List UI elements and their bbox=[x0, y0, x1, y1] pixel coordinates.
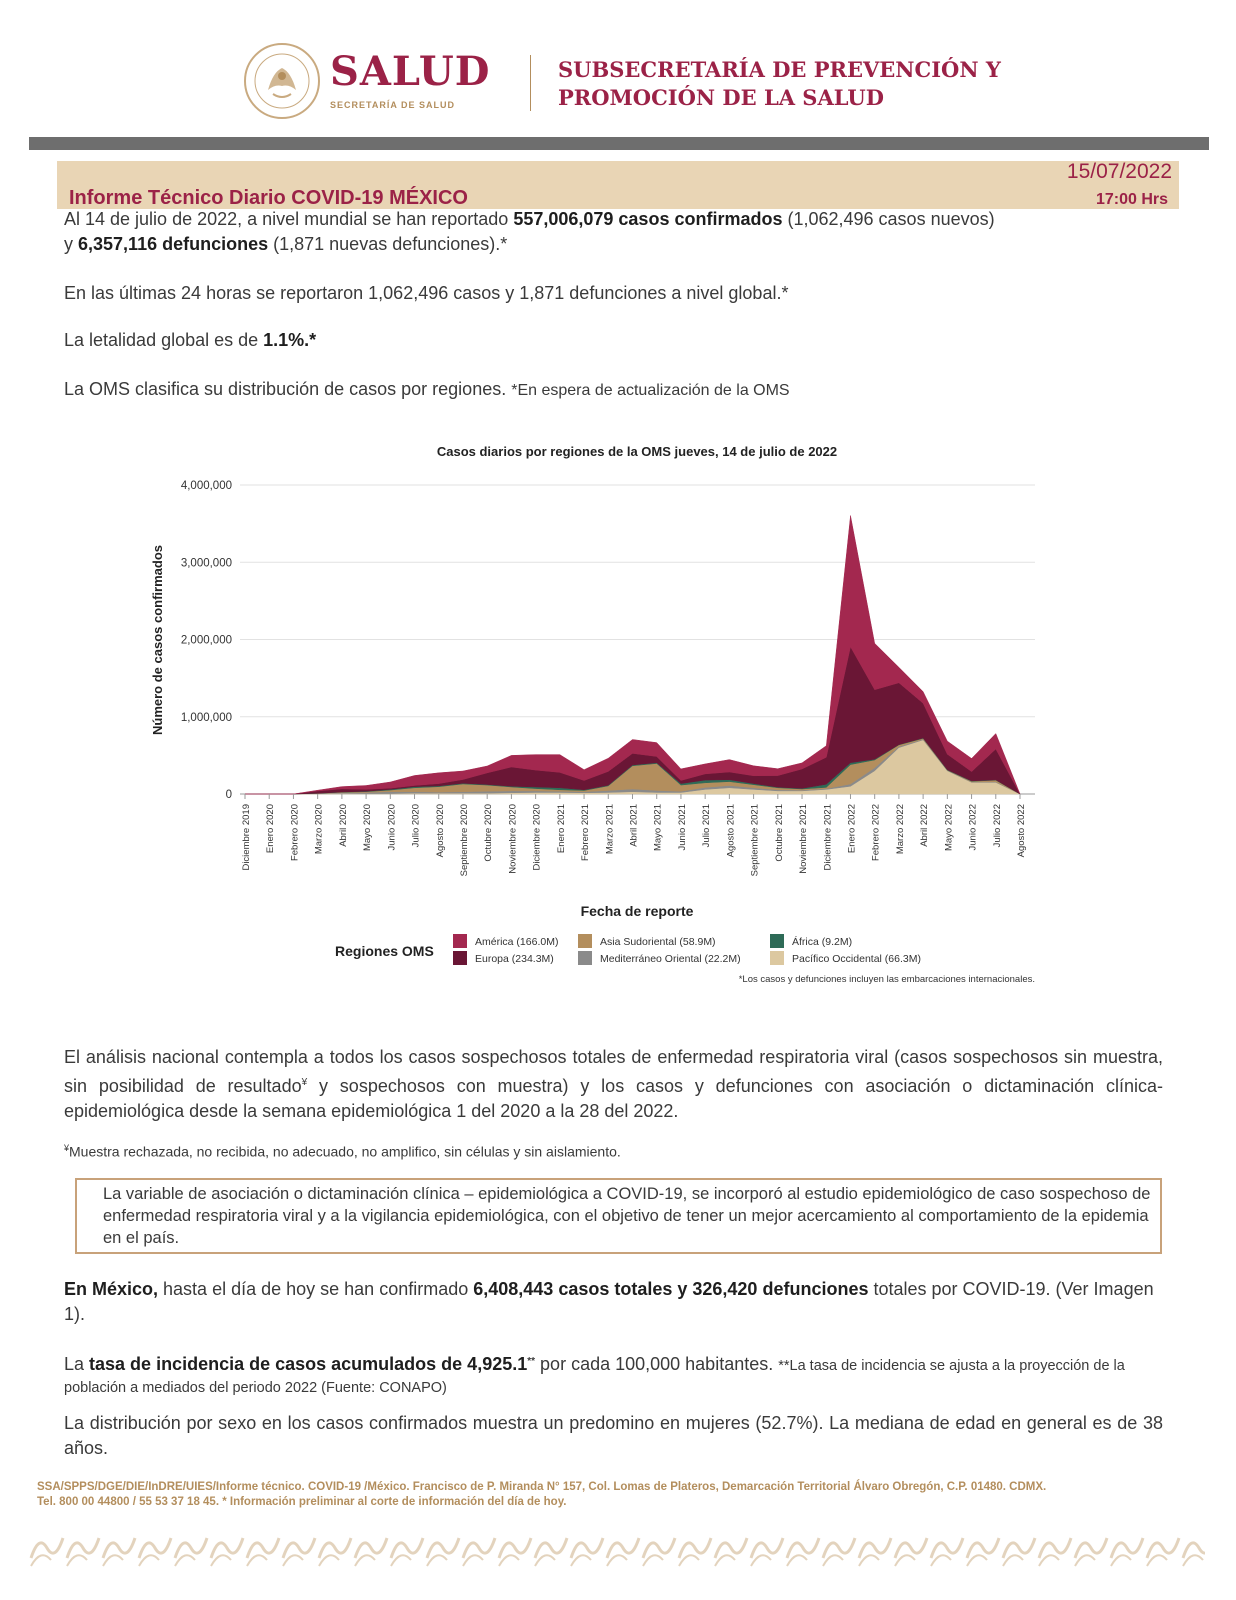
legend-label: América (166.0M) bbox=[475, 936, 559, 948]
y-tick-label: 4,000,000 bbox=[180, 480, 232, 492]
legend-label: Europa (234.3M) bbox=[475, 953, 554, 965]
text-segment: La letalidad global es de bbox=[64, 330, 264, 350]
chart-series-areas bbox=[245, 516, 1020, 795]
x-tick-label: Mayo 2021 bbox=[652, 804, 664, 852]
x-tick-label: Diciembre 2019 bbox=[241, 804, 252, 871]
x-tick-label: Septiembre 2020 bbox=[458, 804, 470, 877]
x-tick-label: Marzo 2022 bbox=[894, 804, 906, 855]
text-segment: La bbox=[64, 1353, 90, 1374]
intro-paragraph-2: En las últimas 24 horas se reportaron 1,062,496 casos y 1,871 defunciones a nivel global.* bbox=[64, 283, 789, 303]
intro-paragraph-1 bbox=[64, 207, 1174, 257]
legend-swatch bbox=[770, 951, 784, 965]
x-tick-label: Octubre 2021 bbox=[773, 804, 785, 862]
x-tick-label: Abril 2021 bbox=[628, 804, 640, 847]
who-regions-chart bbox=[140, 440, 1060, 1000]
report-title: Informe Técnico Diario COVID-19 MÉXICO bbox=[69, 187, 468, 209]
report-date: 15/07/2022 bbox=[1066, 160, 1172, 183]
footnote-marker: ¥ bbox=[64, 1143, 70, 1153]
legend-label: Mediterráneo Oriental (22.2M) bbox=[600, 953, 741, 965]
text-segment: y bbox=[64, 234, 79, 254]
x-tick-label: Marzo 2021 bbox=[604, 804, 616, 855]
text-segment: En México, bbox=[64, 1279, 159, 1299]
x-tick-label: Julio 2022 bbox=[991, 804, 1003, 848]
x-tick-label: Febrero 2022 bbox=[870, 804, 882, 862]
text-segment: La OMS clasifica su distribución de casos por regiones. bbox=[64, 379, 512, 399]
x-tick-label: Mayo 2022 bbox=[943, 804, 955, 852]
x-tick-label: Marzo 2020 bbox=[313, 804, 325, 855]
x-tick-label: Enero 2020 bbox=[265, 804, 277, 854]
footnote bbox=[64, 1143, 621, 1160]
x-tick-label: Junio 2022 bbox=[967, 804, 979, 851]
mexico-totals: 6,408,443 casos totales y 326,420 defunciones bbox=[473, 1279, 869, 1299]
brand-name: SALUD bbox=[330, 48, 491, 95]
page-footer bbox=[37, 1480, 1207, 1510]
incidence-rate: tasa de incidencia de casos acumulados de 4,925.1 bbox=[89, 1353, 528, 1374]
y-tick-label: 3,000,000 bbox=[180, 557, 232, 570]
chart-title: Casos diarios por regiones de la OMS jueves, 14 de julio de 2022 bbox=[436, 444, 838, 459]
mexico-summary bbox=[64, 1277, 1163, 1327]
x-tick-label: Febrero 2021 bbox=[580, 804, 592, 862]
footer-line1: SSA/SPPS/DGE/DIE/InDRE/UIES/Informe técnico. COVID-19 /México. Francisco de P. Miranda N° 157, Col. Lomas de Plateros, Demarcación Territorial Álvaro Obregón, C.P. 01480. CDMX. bbox=[37, 1481, 1047, 1493]
text-segment: y sospechosos con muestra) y los casos y defunciones con asociación o dictaminación clínica-epidemiológica desde la semana epidemiológica 1 del 2020 a la 28 del 2022. bbox=[64, 1076, 1163, 1121]
x-tick-label: Mayo 2020 bbox=[362, 804, 374, 852]
intro-paragraph-4 bbox=[64, 377, 790, 403]
legend-label: África (9.2M) bbox=[792, 936, 853, 948]
brand-subtitle: SECRETARÍA DE SALUD bbox=[330, 100, 456, 110]
legend-label: Asia Sudoriental (58.9M) bbox=[600, 936, 716, 948]
incidence-paragraph bbox=[64, 1351, 1169, 1399]
notice-text: La variable de asociación o dictaminación clínica – epidemiológica a COVID-19, se incorporó al estudio epidemiológico de caso sospechoso de enfermedad respiratoria viral y a la vigilancia epidemiológica, con el objetivo de tener un mejor acercamiento al comportamiento de la epidemia en el país. bbox=[103, 1185, 1151, 1247]
footnote-marker: ** bbox=[527, 1356, 536, 1367]
x-tick-label: Abril 2022 bbox=[919, 804, 931, 847]
text-segment: totales por COVID-19. (Ver Imagen 1). bbox=[64, 1279, 1154, 1324]
subsecretaria-title bbox=[558, 56, 1078, 112]
mexico-seal-logo bbox=[243, 42, 321, 120]
x-tick-label: Septiembre 2021 bbox=[749, 804, 761, 877]
x-tick-label: Enero 2021 bbox=[555, 804, 567, 854]
y-tick-label: 1,000,000 bbox=[180, 711, 232, 724]
legend-swatch bbox=[770, 934, 784, 948]
global-lethality: 1.1%.* bbox=[263, 330, 317, 350]
global-cases: 557,006,079 casos confirmados bbox=[513, 209, 783, 229]
footnote-marker: ¥ bbox=[301, 1077, 308, 1088]
text-segment: por cada 100,000 habitantes. bbox=[535, 1353, 779, 1374]
x-tick-label: Noviembre 2020 bbox=[507, 804, 519, 874]
chart-x-axis-label: Fecha de reporte bbox=[580, 903, 694, 919]
x-tick-label: Agosto 2020 bbox=[434, 804, 446, 858]
y-tick-label: 0 bbox=[225, 789, 232, 801]
x-tick-label: Agosto 2022 bbox=[1016, 804, 1027, 858]
sex-distribution-paragraph: La distribución por sexo en los casos confirmados muestra un predomino en mujeres (52.7%). La mediana de edad en general es de 38 años. bbox=[64, 1413, 1163, 1458]
x-tick-label: Agosto 2021 bbox=[725, 804, 737, 858]
header-bar bbox=[29, 137, 1209, 150]
legend-swatch bbox=[578, 934, 592, 948]
greca-ornament bbox=[29, 1528, 1205, 1568]
who-note: *En espera de actualización de la OMS bbox=[511, 382, 790, 399]
incidence-note: **La tasa de incidencia se ajusta a la proyección de la población a mediados del periodo 2022 (Fuente: CONAPO) bbox=[64, 1357, 1125, 1396]
subsecretaria-line1: SUBSECRETARÍA DE PREVENCIÓN Y bbox=[558, 57, 1001, 82]
x-tick-label: Noviembre 2021 bbox=[798, 804, 810, 874]
report-time: 17:00 Hrs bbox=[1095, 191, 1168, 208]
text-segment: (1,871 nuevas defunciones).* bbox=[268, 234, 508, 254]
x-tick-label: Abril 2020 bbox=[337, 804, 349, 847]
x-tick-label: Enero 2022 bbox=[846, 804, 858, 854]
chart-y-axis-label: Número de casos confirmados bbox=[150, 545, 165, 735]
chart-x-ticks bbox=[241, 794, 1027, 876]
national-analysis-paragraph bbox=[64, 1045, 1163, 1124]
chart-annotation: *Los casos y defunciones incluyen las embarcaciones internacionales. bbox=[738, 974, 1035, 985]
text-segment: hasta el día de hoy se han confirmado bbox=[158, 1279, 474, 1299]
subsecretaria-line2: PROMOCIÓN DE LA SALUD bbox=[558, 85, 884, 110]
global-deaths: 6,357,116 defunciones bbox=[78, 234, 269, 254]
header-divider bbox=[530, 55, 531, 111]
x-tick-label: Diciembre 2021 bbox=[822, 804, 834, 871]
footnote-text: Muestra rechazada, no recibida, no adecuado, no amplifico, sin células y sin aislamiento. bbox=[69, 1143, 621, 1160]
text-segment: (1,062,496 casos nuevos) bbox=[782, 209, 995, 229]
chart-legend bbox=[453, 934, 921, 965]
legend-swatch bbox=[453, 934, 467, 948]
x-tick-label: Octubre 2020 bbox=[483, 804, 495, 862]
legend-label: Pacífico Occidental (66.3M) bbox=[792, 953, 921, 965]
x-tick-label: Julio 2020 bbox=[410, 804, 422, 848]
legend-title: Regiones OMS bbox=[335, 943, 434, 959]
footer-line2: Tel. 800 00 44800 / 55 53 37 18 45. * Información preliminar al corte de información del día de hoy. bbox=[37, 1496, 567, 1508]
legend-swatch bbox=[578, 951, 592, 965]
text-segment: Al 14 de julio de 2022, a nivel mundial se han reportado bbox=[64, 209, 514, 229]
chart-y-ticks bbox=[181, 480, 232, 801]
x-tick-label: Febrero 2020 bbox=[289, 804, 301, 862]
legend-swatch bbox=[453, 951, 467, 965]
y-tick-label: 2,000,000 bbox=[180, 634, 232, 647]
x-tick-label: Junio 2020 bbox=[386, 804, 398, 851]
intro-paragraph-3 bbox=[64, 328, 316, 353]
x-tick-label: Julio 2021 bbox=[701, 804, 713, 848]
x-tick-label: Diciembre 2020 bbox=[531, 804, 543, 871]
x-tick-label: Junio 2021 bbox=[676, 804, 688, 851]
text-segment: El análisis nacional contempla a todos los casos sospechosos totales de enfermedad respiratoria viral (casos sospechosos sin muestra, sin posibilidad de resultado bbox=[64, 1047, 1163, 1096]
